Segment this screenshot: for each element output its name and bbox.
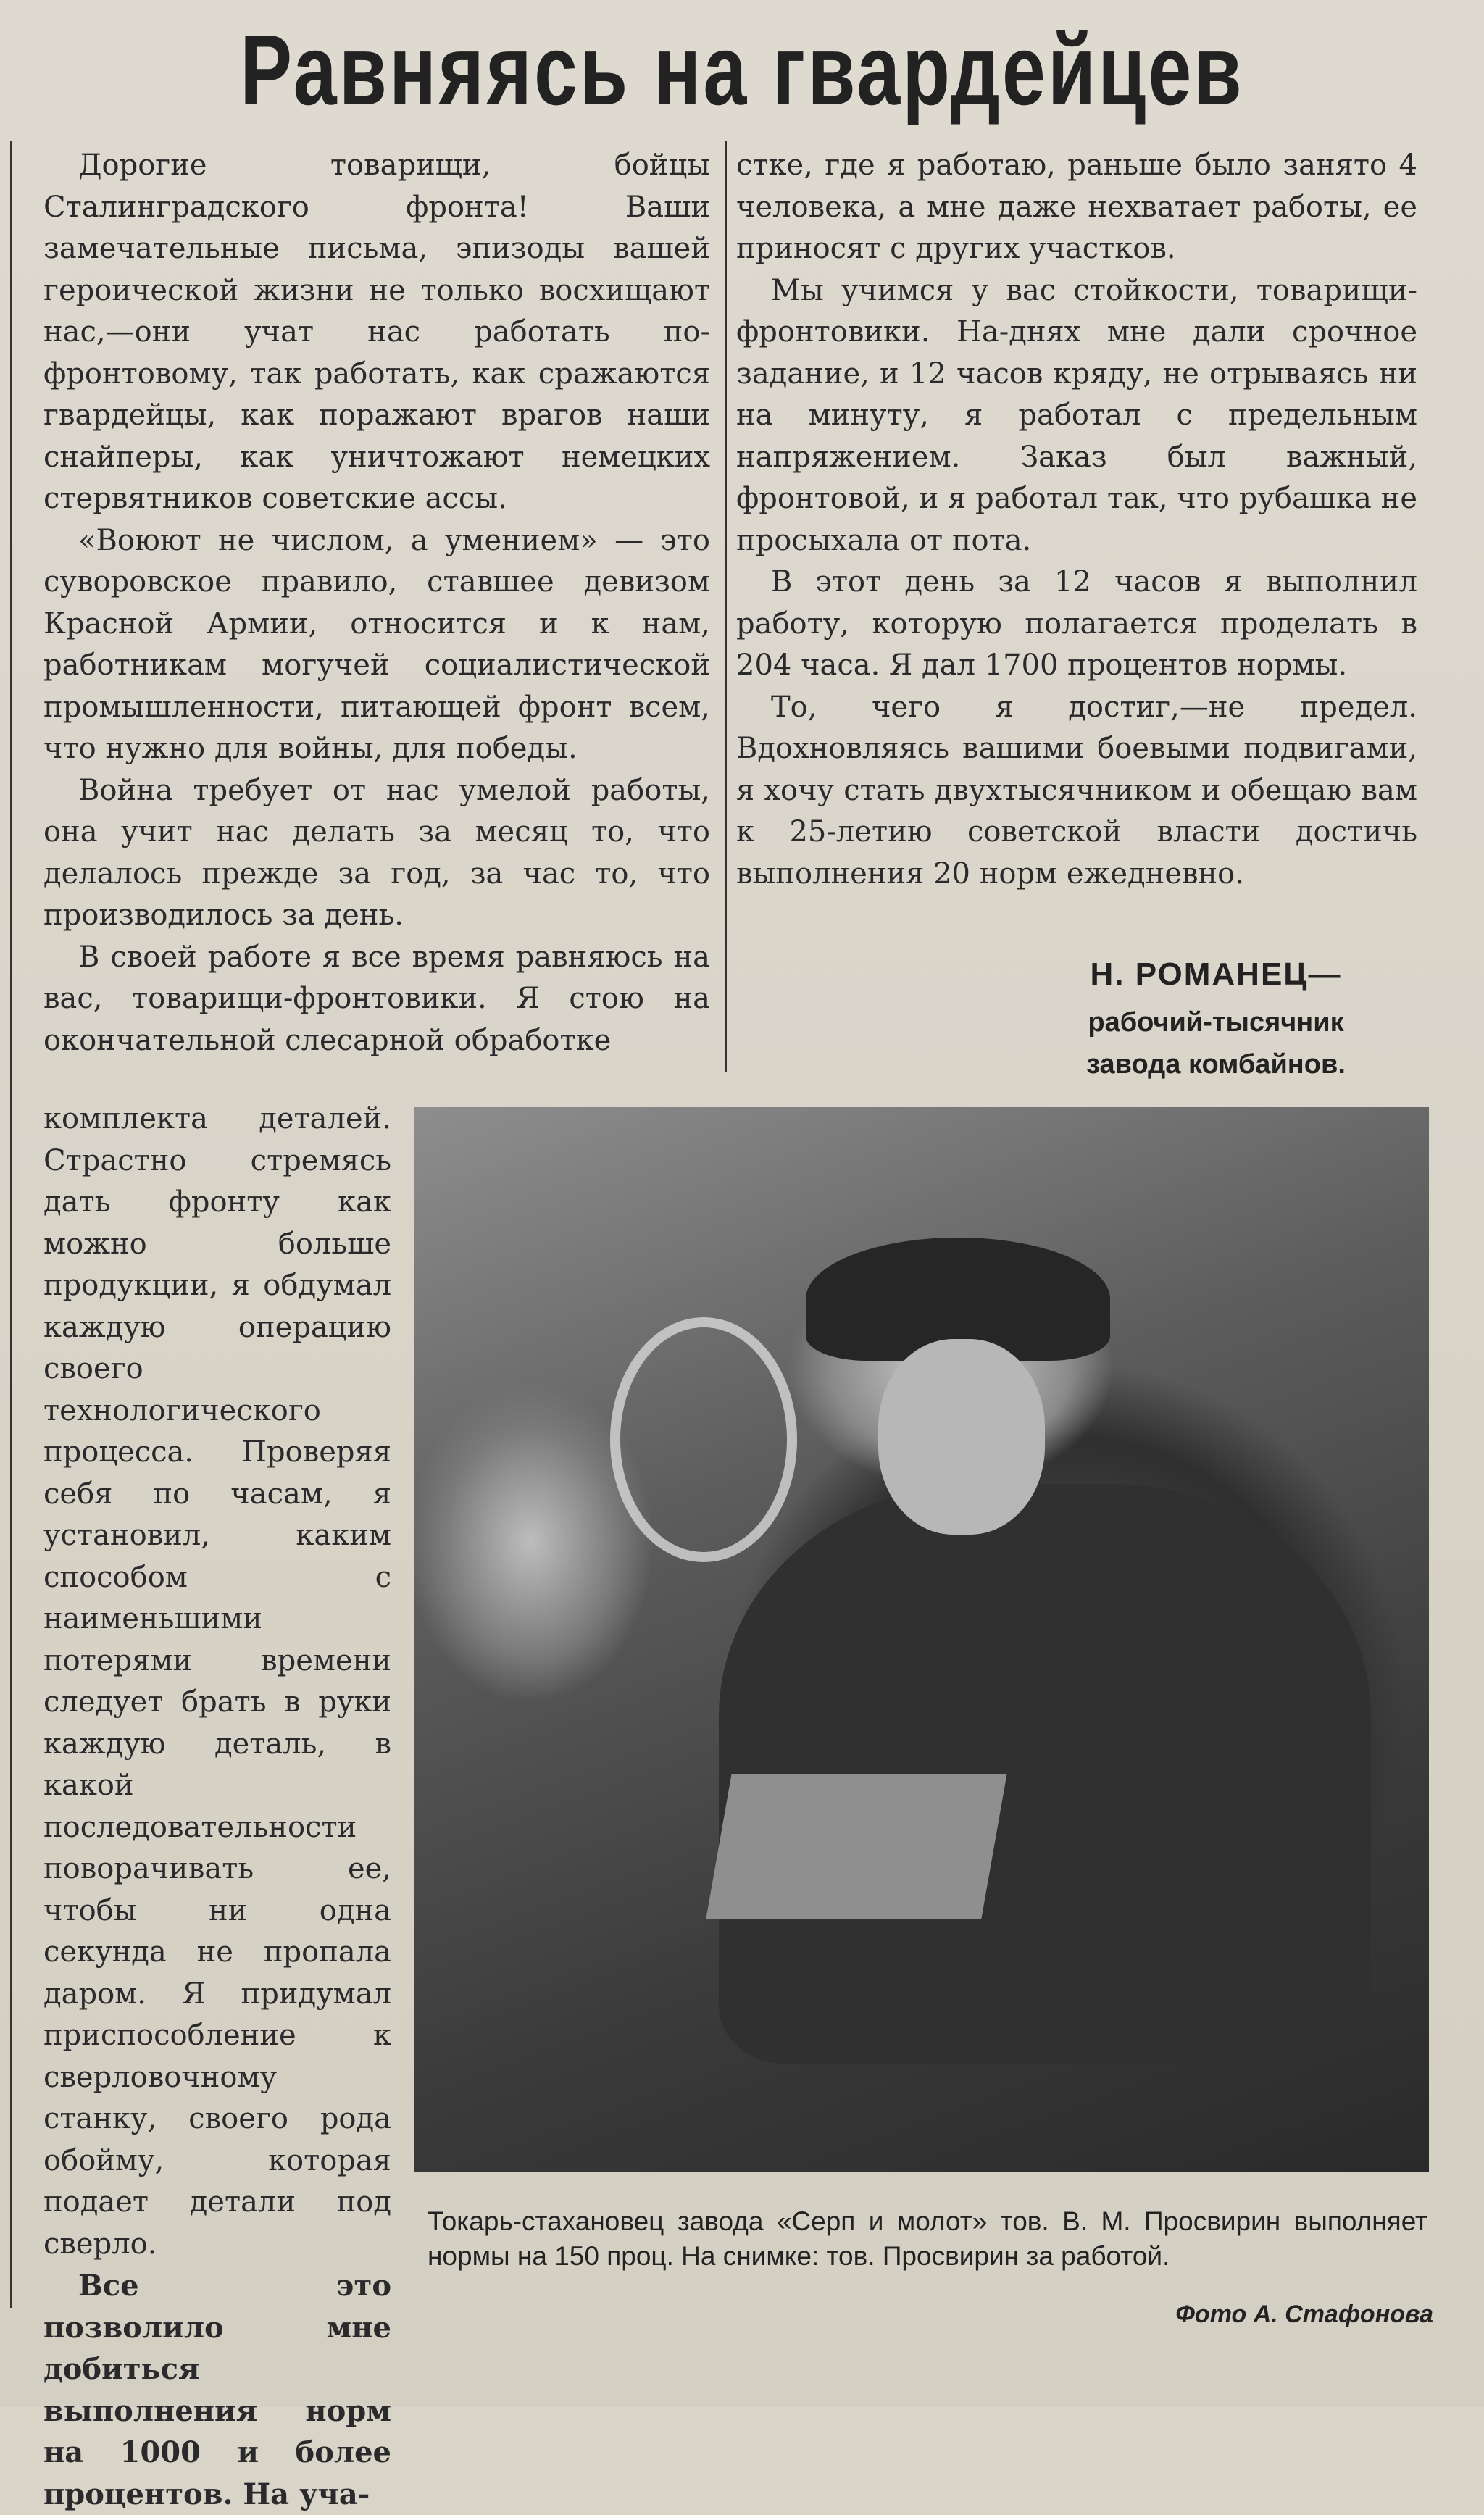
left-column-rule xyxy=(10,141,12,2308)
signature-org: завода комбайнов. xyxy=(1086,1049,1346,1080)
paragraph: Дорогие товарищи, бойцы Сталинградского фронта! Ваши замечательные письма, эпизоды вашей героической жизни не только восхищают нас,—они учат нас работать по-фронтовому, так работать, как сражаются гвардейцы, как поражают врагов наши снайперы, как уничтожают немецких стервятников советские ассы. xyxy=(43,149,710,515)
worker-photo xyxy=(414,1107,1429,2172)
machine-wheel xyxy=(610,1317,797,1562)
paragraph: Мы учимся у вас стойкости, товарищи-фронтовики. На-днях мне дали срочное задание, и 12 часов кряду, не отрываясь ни на минуту, я работал с предельным напряжением. Заказ был важный, фронтовой, и я работал так, что рубашка не просыхала от пота. xyxy=(736,273,1417,557)
paragraph: Война требует от нас умелой работы, она учит нас делать за месяц то, что делалось прежде за год, за час то, что производилось за день. xyxy=(43,773,710,932)
article-column-1-narrow xyxy=(43,1098,391,2515)
paragraph: То, чего я достиг,—не предел. Вдохновляясь вашими боевыми подвигами, я хочу стать двухтысячником и обещаю вам к 25-летию советской власти достичь выполнения 20 норм ежедневно. xyxy=(736,690,1417,891)
worker-face xyxy=(878,1339,1045,1535)
parts-box xyxy=(706,1774,1006,1919)
article-column-1 xyxy=(43,145,710,1062)
paragraph: стке, где я работаю, раньше было занято 4 человека, а мне даже нехватает работы, ее приносят с других участков. xyxy=(736,149,1417,265)
paragraph: «Воюют не числом, а умением» — это суворовское правило, ставшее девизом Красной Армии, относится и к нам, работникам могучей социалистической промышленности, питающей фронт всем, что нужно для войны, для победы. xyxy=(43,523,710,765)
column-divider-rule xyxy=(725,141,727,1072)
paragraph: В своей работе я все время равняюсь на вас, товарищи-фронтовики. Я стою на окончательной слесарной обработке xyxy=(43,940,710,1057)
article-column-2 xyxy=(736,145,1417,895)
signature-role: рабочий-тысячник xyxy=(1088,1007,1344,1038)
photo-caption: Токарь-стахановец завода «Серп и молот» тов. В. М. Просвирин выполняет нормы на 150 проц. На снимке: тов. Просвирин за работой. xyxy=(428,2206,1427,2271)
paragraph: Все это позволило мне добиться выполнения норм на 1000 и более процентов. На уча- xyxy=(43,2269,391,2511)
photo-credit: Фото А. Стафонова xyxy=(1175,2301,1433,2328)
signature-name: Н. РОМАНЕЦ— xyxy=(1090,956,1342,992)
paragraph: В этот день за 12 часов я выполнил работу, которую полагается проделать в 204 часа. Я дал 1700 процентов нормы. xyxy=(736,565,1417,682)
headline: Равняясь на гвардейцев xyxy=(240,14,1244,126)
paragraph: комплекта деталей. Страстно стремясь дать фронту как можно больше продукции, я обдумал каждую операцию своего технологического процесса. Проверяя себя по часам, я установил, каким способом с наименьшими потерями времени следует брать в руки каждую деталь, в какой последовательности поворачивать ее, чтобы ни одна секунда не пропала даром. Я придумал приспособление к сверловочному станку, своего рода обойму, которая подает детали под сверло. xyxy=(43,1102,391,2261)
